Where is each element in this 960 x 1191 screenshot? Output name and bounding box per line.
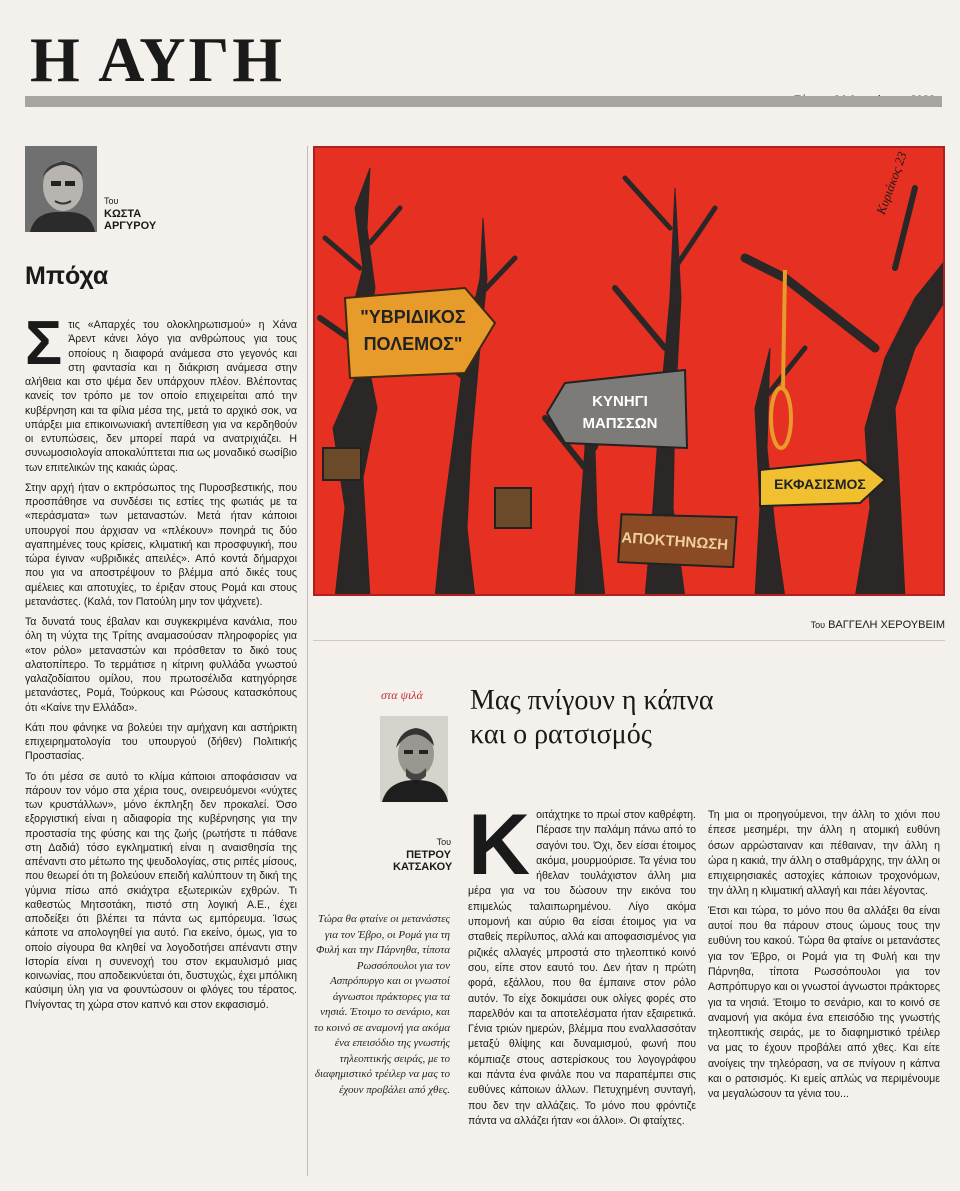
article-column-1 (468, 797, 696, 1133)
cartoon-illustration (315, 148, 945, 596)
cartoonist-signature: Κυριάκος 23 (873, 149, 910, 217)
byline-prefix: Του (104, 196, 119, 206)
column-divider (307, 146, 308, 1176)
paragraph-text: οιτάχτηκε το πρωί στον καθρέφτη. Πέρασε την παλάμη πάνω από το σαγόνι του. Όχι, δεν είσαι έτοιμος ακόμα, μουρμούρισε. Τα γένια του ήθελαν τουλάχιστον άλλη μια μέρα για να του δώσουν την εικόνα του επιμελώς ταλαιπωρημένου. Λίγο ακόμα υπομονή και αύριο θα είσαι έτοιμος για να σταθείς περίλυπος, αλλά και αποφασισμένος για ριζικές αλλαγές μπροστά στο τηλεοπτικό κοινό σου, είπε στον εαυτό του. Δεν ήταν η πρώτη φορά, εξάλλου, που θα έμπαινε στον ρόλο αυτόν. Το είχε δοκιμάσει ουκ ολίγες φορές στο παρελθόν και τα αποτελέσματα ήταν εξαιρετικά. Γένια τριών ημερών, βλέμμα που εναλλασσόταν μεταξύ θλίψης και δυναμισμού, φωνή που κόμπιαζε στους αστερίσκους του λογογράφου και πάντα ένα φινάλε που να παραπέμπει στις ευθύνες κάποιων άλλων. Πετυχημένη συνταγή, που δεν την αλλάζεις. Το μόνο που φρόντιζε πάντα να αλλάζει ήταν «οι άλλοι». Οι φταίχτες. (468, 809, 696, 1127)
author-first-name: ΚΩΣΤΑ (104, 208, 142, 220)
author-last-name: ΑΡΓΥΡΟΥ (104, 220, 157, 232)
headline-line-2: και ο ρατσισμός (470, 719, 652, 750)
dropcap: Κ (468, 797, 531, 893)
blank-sign-left (323, 448, 361, 480)
sign-witch-hunt-line2: ΜΑΠΣΣΩΝ (582, 415, 658, 432)
cartoon (313, 146, 945, 596)
byline-prefix: Του (436, 837, 451, 847)
column-paragraph (25, 309, 297, 475)
credit-prefix: Του (810, 620, 826, 630)
sign-witch-hunt-line1: ΚΥΝΗΓΙ (592, 393, 648, 410)
cartoon-credit (811, 619, 945, 631)
sign-hybrid-war-line1: "ΥΒΡΙΔΙΚΟΣ (360, 307, 466, 327)
masthead (25, 18, 935, 98)
blank-sign-center (495, 488, 531, 528)
masthead-rule (25, 96, 942, 107)
newspaper-title: Η ΑΥΓΗ (30, 24, 285, 95)
article-headline (470, 684, 890, 752)
article-column-2 (708, 808, 940, 1107)
pull-quote: Τώρα θα φταίνε οι μετανάστες για τον Έβρο, οι Ρομά για τη Φυλή και την Πάρνηθα, τίποτα Ρωσσόπουλοι για τον Ασπρόπυργο και οι γνωστοί άγνωστοι πράκτορες για τα νησιά. Έτοιμο το σενάριο, και το κοινό σε αναμονή για ακόμα ένα επεισόδιο της γνωστής τηλεοπτικής σειράς, με το διαφημιστικό τρέιλερ να μας το έχουν προβάλει από χθες. (314, 913, 450, 1096)
author-first-name: ΠΕΤΡΟΥ (406, 849, 451, 861)
column-paragraph: Στην αρχή ήταν ο εκπρόσωπος της Πυροσβεστικής, που προσπάθησε να συνδέσει τις εστίες της φωτιάς με τα «περάσματα» των μεταναστών. Μετά ήταν κάποιοι υπουργοί που άρχισαν να «πλέκουν» πονηρά τις δύο αγαπημένες τους κρίσεις, κλιματική και προσφυγική, που τώρα έγιναν «υβριδικές απειλές». Από κοντά δήμαρχοι που για να αποστρέψουν το βλέμμα από δικές τους αμέλειες και αποτυχίες, το έριξαν στους Ρομά και στους μετανάστες. (Καλά, τον Πατούλη μην τον ψάχνετε). (25, 481, 297, 608)
cartoonist-name: ΒΑΓΓΕΛΗ ΧΕΡΟΥΒΕΙΜ (828, 619, 945, 631)
author-photo-katsakou (380, 716, 448, 802)
column-body (25, 309, 297, 1018)
paragraph-text: τις «Απαρχές του ολοκληρωτισμού» η Χάνα Άρεντ κάνει λόγο για ανθρώπους για τους οποίους η διαφορά ανάμεσα στο γεγονός και στη φαντασία και η διάκριση ανάμεσα στην αλήθεια και στο ψέμα δεν υπάρχουν πλέον. Βλέποντας κανείς τον τρόπο με τον οποίο επιχειρείται από την κυβέρνηση και τα φίλια μέσα της, μετά το αρχικό σοκ, να υπάρξει μια επικοινωνιακή αντεπίθεση για να κερδηθούν οι εντυπώσεις, δεν μπορεί παρά να ανατριχιάζει. Η συνωμοσιολογία αποκαλύπτεται πια ως μοναδικό σωσίβιο των επιτελικών της κακιάς ώρας. (25, 319, 297, 474)
column-paragraph: Τα δυνατά τους έβαλαν και συγκεκριμένα κανάλια, που όλη τη νύχτα της Τρίτης αναμασούσαν πληροφορίες για «τον ρόλο» μεταναστών και πρόσθεταν το δικό τους αλατοπίπερο. Το τερμάτισε η κίτρινη φυλλάδα γνωστού γαλαζοδίαιτου ομίλου, που πρωτοσέλιδα κατηγόρησε μετανάστες, Ρομά, Τούρκους και Ρώσους κατασκόπους ότι «Καίνε την Ελλάδα». (25, 616, 297, 714)
section-kicker: στα ψιλά (381, 688, 423, 702)
author-photo-argyrou (25, 146, 97, 232)
section-divider (313, 640, 945, 641)
article-paragraph: Έτσι και τώρα, το μόνο που θα αλλάξει θα είναι αυτοί που θα πάρουν στους ώμους τους την ευθύνη του κακού. Τώρα θα φταίνε οι μετανάστες για τον Έβρο, οι Ρομά για τη Φυλή και την Πάρνηθα, τίποτα Ρωσσόπουλοι για τον Ασπρόπυργο και οι γνωστοί άγνωστοι πράκτορες για τα νησιά. Έτοιμο το σενάριο, και το κοινό σε αναμονή για ακόμα ένα επεισόδιο της γνωστής τηλεοπτικής σειράς, με το διαφημιστικό τρέιλερ να μας το έχουν προβάλει από χθες. Και είτε ανοίγεις την τηλεόραση, να σε πνίγουν η κάπνα και ο ρατσισμός. Κι εμείς απλώς να περιμένουμε να μεγαλώσουν τα γένια του... (708, 904, 940, 1101)
author-last-name: ΚΑΤΣΑΚΟΥ (393, 861, 453, 873)
article-paragraph (468, 797, 696, 1129)
column-paragraph: Κάτι που φάνηκε να βολεύει την αμήχανη και αστήρικτη επιχειρηματολογία του υπουργού (δήθεν) Πολιτικής Προστασίας. (25, 721, 297, 763)
sign-dehumanization: ΑΠΟΚΤΗΝΩΣΗ (620, 529, 729, 554)
headline-line-1: Μας πνίγουν η κάπνα (470, 685, 714, 716)
byline-katsakou (393, 836, 451, 873)
dropcap: Σ (25, 309, 63, 378)
column-paragraph: Το ότι μέσα σε αυτό το κλίμα κάποιοι αποφάσισαν να πάρουν τον νόμο στα χέρια τους, ονειρευόμενοι «νύχτες των κρυστάλλων», μόνο έκπληξη δεν προκαλεί. Όσο εξοργιστική είναι η αδιαφορία της κυβέρνησης για την προστασία της φύσης και της ζωής (ρωτήστε τι πάθανε στη Δαδιά) τόσο εγκληματική είναι η αναισθησία της απέναντι στο μέτωπο της ψευδολογίας, στις ριπές μίσους, που θεωρεί ότι τη βολεύουν επειδή καλύπτουν τη δική της γύμνια πίσω από σκιάχτρα εξωτερικών εχθρών. Τι καθεστώς Μητσοτάκη, πιστό στη λογική Α.Ε., έχει αποδείξει ότι βλέπει τα πάντα ως εμπόρευμα. Ίσως κάποτε να απολογηθεί για αυτό. Για εκείνο, όμως, για το οποίο σίγουρα θα κληθεί να λογοδοτήσει απέναντι στην Ιστορία είναι η συνενοχή του στον εκμαυλισμό μιας κοινωνίας, που αποδεικνύεται ότι, δυστυχώς, έχει μπόλικη καύσιμη ύλη για να φουντώσουν οι φλόγες του τέρατος. Πνίγοντας τη χώρα στον καπνό και στον εκφασισμό. (25, 770, 297, 1011)
sign-hybrid-war-line2: ΠΟΛΕΜΟΣ" (363, 334, 463, 354)
column-title: Μπόχα (25, 262, 109, 290)
byline-argyrou (104, 195, 156, 232)
article-paragraph: Τη μια οι προηγούμενοι, την άλλη το χιόνι που έπεσε μεσημέρι, την άλλη η ατομική ευθύνη όσων αρρώσταιναν και πέθαιναν, την άλλη η ώρα η κακιά, την άλλη ο σταθμάρχης, την άλλη οι επιχειρησιακές αστοχίες κάποιων τροχονόμων, την άλλη η κλιματική αλλαγή και πάει λέγοντας. (708, 809, 940, 898)
sign-fascism: ΕΚΦΑΣΙΣΜΟΣ (774, 476, 866, 492)
